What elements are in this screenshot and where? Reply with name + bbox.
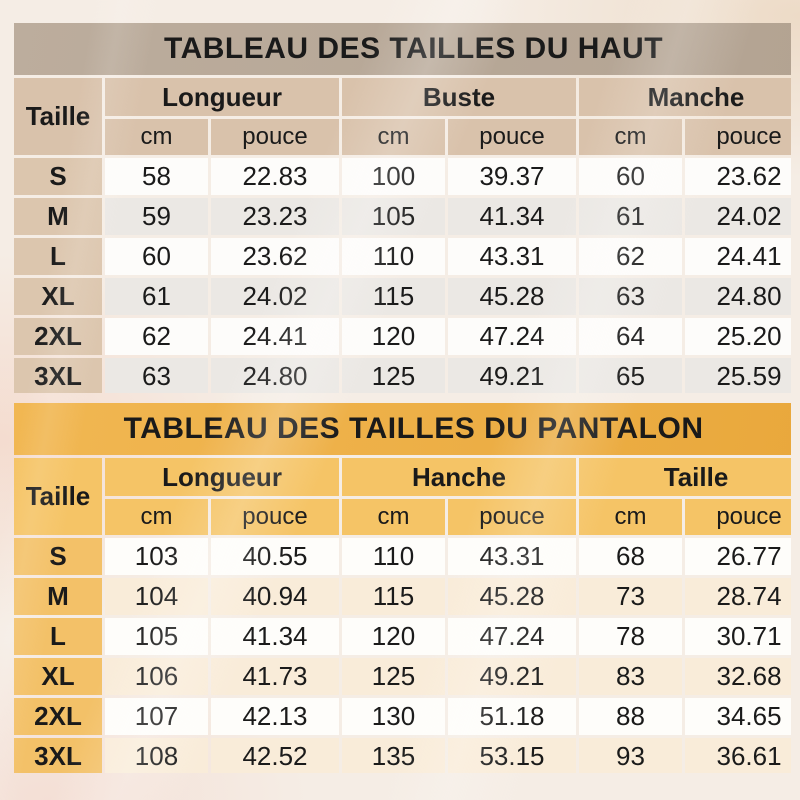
value-cell: 105 — [342, 198, 445, 235]
top-size-table — [14, 23, 791, 393]
table-body — [14, 158, 791, 393]
value-cell: 43.31 — [448, 238, 576, 275]
value-cell: 100 — [342, 158, 445, 195]
value-cell: 68 — [579, 538, 682, 575]
value-cell: 61 — [579, 198, 682, 235]
value-cell: 23.23 — [211, 198, 339, 235]
table-row — [14, 578, 791, 615]
value-cell: 25.20 — [685, 318, 791, 355]
unit-header: cm — [342, 499, 445, 535]
value-cell: 63 — [105, 358, 208, 393]
value-cell: 23.62 — [685, 158, 791, 195]
value-cell: 45.28 — [448, 578, 576, 615]
size-label-cell: 3XL — [14, 738, 102, 773]
unit-header-row — [14, 119, 791, 155]
size-table-pantalon — [14, 403, 791, 773]
table-row — [14, 198, 791, 235]
size-table-haut — [14, 23, 791, 393]
value-cell: 24.02 — [685, 198, 791, 235]
size-label-cell: M — [14, 198, 102, 235]
table-title: TABLEAU DES TAILLES DU HAUT — [14, 23, 791, 75]
table-row — [14, 358, 791, 393]
size-label-cell: S — [14, 158, 102, 195]
value-cell: 47.24 — [448, 618, 576, 655]
value-cell: 115 — [342, 278, 445, 315]
value-cell: 42.13 — [211, 698, 339, 735]
value-cell: 106 — [105, 658, 208, 695]
value-cell: 130 — [342, 698, 445, 735]
size-label-cell: L — [14, 618, 102, 655]
table-row — [14, 318, 791, 355]
table-row — [14, 738, 791, 773]
size-label-cell: L — [14, 238, 102, 275]
value-cell: 41.34 — [448, 198, 576, 235]
table-row — [14, 238, 791, 275]
value-cell: 104 — [105, 578, 208, 615]
value-cell: 43.31 — [448, 538, 576, 575]
value-cell: 125 — [342, 358, 445, 393]
unit-header: pouce — [448, 499, 576, 535]
table-row — [14, 658, 791, 695]
value-cell: 24.80 — [211, 358, 339, 393]
value-cell: 47.24 — [448, 318, 576, 355]
value-cell: 125 — [342, 658, 445, 695]
value-cell: 63 — [579, 278, 682, 315]
value-cell: 73 — [579, 578, 682, 615]
value-cell: 22.83 — [211, 158, 339, 195]
column-group-header: Taille — [579, 458, 791, 496]
unit-header: pouce — [211, 119, 339, 155]
unit-header-row — [14, 499, 791, 535]
size-label-cell: 3XL — [14, 358, 102, 393]
value-cell: 62 — [105, 318, 208, 355]
unit-header: cm — [105, 499, 208, 535]
table-title: TABLEAU DES TAILLES DU PANTALON — [14, 403, 791, 455]
size-label-cell: XL — [14, 658, 102, 695]
value-cell: 88 — [579, 698, 682, 735]
value-cell: 120 — [342, 618, 445, 655]
value-cell: 28.74 — [685, 578, 791, 615]
size-label-cell: M — [14, 578, 102, 615]
table-body — [14, 538, 791, 773]
value-cell: 32.68 — [685, 658, 791, 695]
unit-header: pouce — [685, 119, 791, 155]
value-cell: 41.34 — [211, 618, 339, 655]
size-label-cell: S — [14, 538, 102, 575]
unit-header: pouce — [211, 499, 339, 535]
value-cell: 40.94 — [211, 578, 339, 615]
value-cell: 110 — [342, 238, 445, 275]
value-cell: 58 — [105, 158, 208, 195]
value-cell: 59 — [105, 198, 208, 235]
value-cell: 36.61 — [685, 738, 791, 773]
value-cell: 40.55 — [211, 538, 339, 575]
unit-header: cm — [579, 119, 682, 155]
value-cell: 65 — [579, 358, 682, 393]
column-group-header: Manche — [579, 78, 791, 116]
table-row — [14, 618, 791, 655]
unit-header: cm — [579, 499, 682, 535]
value-cell: 24.41 — [211, 318, 339, 355]
value-cell: 34.65 — [685, 698, 791, 735]
value-cell: 115 — [342, 578, 445, 615]
value-cell: 64 — [579, 318, 682, 355]
value-cell: 42.52 — [211, 738, 339, 773]
value-cell: 25.59 — [685, 358, 791, 393]
unit-header: cm — [342, 119, 445, 155]
size-label-cell: 2XL — [14, 698, 102, 735]
table-row — [14, 698, 791, 735]
unit-header: pouce — [685, 499, 791, 535]
value-cell: 23.62 — [211, 238, 339, 275]
value-cell: 61 — [105, 278, 208, 315]
value-cell: 39.37 — [448, 158, 576, 195]
value-cell: 105 — [105, 618, 208, 655]
title-row — [14, 403, 791, 455]
value-cell: 24.41 — [685, 238, 791, 275]
value-cell: 107 — [105, 698, 208, 735]
unit-header: pouce — [448, 119, 576, 155]
size-column-header: Taille — [14, 458, 102, 535]
value-cell: 60 — [579, 158, 682, 195]
value-cell: 120 — [342, 318, 445, 355]
value-cell: 103 — [105, 538, 208, 575]
column-group-header: Buste — [342, 78, 576, 116]
value-cell: 41.73 — [211, 658, 339, 695]
value-cell: 110 — [342, 538, 445, 575]
size-column-header: Taille — [14, 78, 102, 155]
size-label-cell: 2XL — [14, 318, 102, 355]
size-label-cell: XL — [14, 278, 102, 315]
value-cell: 49.21 — [448, 358, 576, 393]
table-row — [14, 278, 791, 315]
column-group-header: Longueur — [105, 78, 339, 116]
value-cell: 53.15 — [448, 738, 576, 773]
value-cell: 24.80 — [685, 278, 791, 315]
value-cell: 60 — [105, 238, 208, 275]
table-row — [14, 158, 791, 195]
value-cell: 45.28 — [448, 278, 576, 315]
value-cell: 51.18 — [448, 698, 576, 735]
value-cell: 83 — [579, 658, 682, 695]
column-group-header: Longueur — [105, 458, 339, 496]
value-cell: 49.21 — [448, 658, 576, 695]
title-row — [14, 23, 791, 75]
value-cell: 26.77 — [685, 538, 791, 575]
value-cell: 30.71 — [685, 618, 791, 655]
pants-size-table — [14, 403, 791, 773]
table-row — [14, 538, 791, 575]
group-header-row — [14, 458, 791, 496]
column-group-header: Hanche — [342, 458, 576, 496]
group-header-row — [14, 78, 791, 116]
value-cell: 62 — [579, 238, 682, 275]
value-cell: 78 — [579, 618, 682, 655]
value-cell: 93 — [579, 738, 682, 773]
value-cell: 108 — [105, 738, 208, 773]
value-cell: 135 — [342, 738, 445, 773]
value-cell: 24.02 — [211, 278, 339, 315]
unit-header: cm — [105, 119, 208, 155]
